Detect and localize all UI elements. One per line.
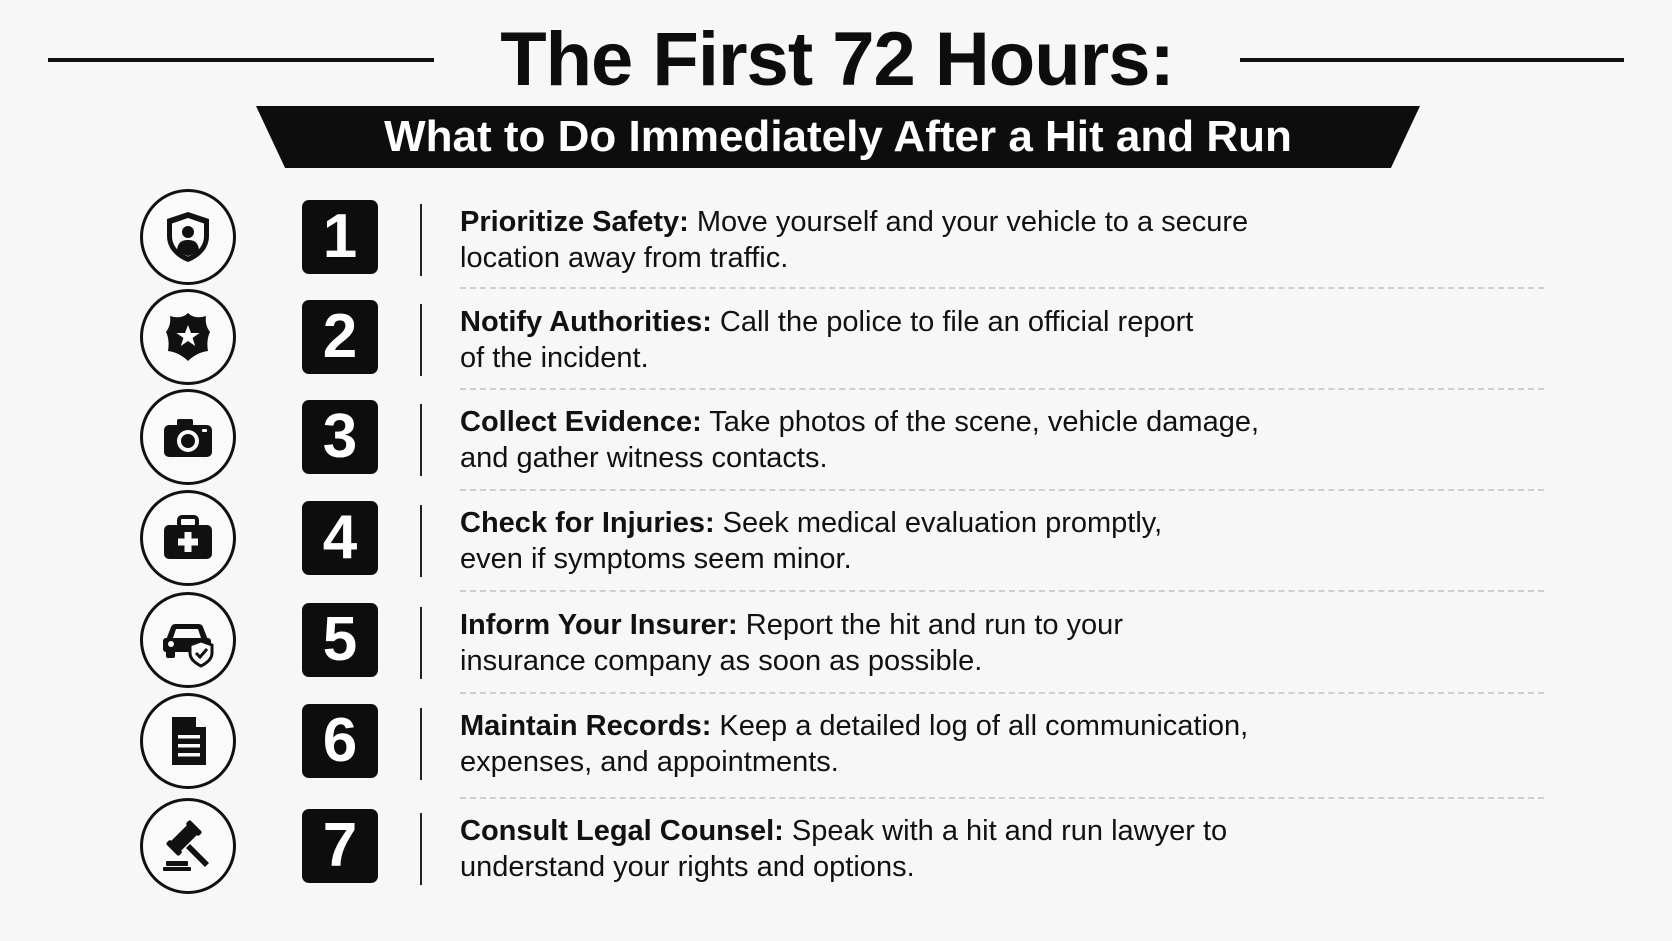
step-7-line1: Speak with a hit and run lawyer to [783, 815, 1228, 847]
step-2-line1: Call the police to file an official report [711, 306, 1194, 338]
step-5-number: 5 [302, 603, 378, 677]
title-rule-left [48, 58, 434, 62]
step-3-line2: and gather witness contacts. [460, 442, 828, 474]
step-6 [0, 692, 1672, 792]
title-rule-right [1240, 58, 1624, 62]
step-6-number: 6 [302, 704, 378, 778]
step-5-line1: Report the hit and run to your [737, 609, 1123, 641]
gavel-icon [160, 818, 216, 874]
step-6-line1: Keep a detailed log of all communication, [711, 710, 1249, 742]
step-2-text [460, 304, 1420, 376]
step-2-lead: Notify Authorities: [460, 306, 712, 338]
step-6-separator [420, 708, 422, 780]
step-6-line2: expenses, and appointments. [460, 746, 839, 778]
step-1-line2: location away from traffic. [460, 242, 789, 274]
step-5-icon-circle [140, 592, 236, 688]
step-1-lead: Prioritize Safety: [460, 206, 689, 238]
step-7-number: 7 [302, 809, 378, 883]
step-1-separator [420, 204, 422, 276]
step-6-text [460, 708, 1420, 780]
step-1-icon-circle [140, 189, 236, 285]
police-badge-icon [160, 309, 216, 365]
step-3-text [460, 404, 1420, 476]
step-4-icon-circle [140, 490, 236, 586]
step-2-separator [420, 304, 422, 376]
step-4-text [460, 505, 1420, 577]
step-5 [0, 591, 1672, 691]
step-2-line2: of the incident. [460, 342, 649, 374]
step-4-line1: Seek medical evaluation promptly, [714, 507, 1163, 539]
step-3-lead: Collect Evidence: [460, 406, 702, 438]
step-4-line2: even if symptoms seem minor. [460, 543, 852, 575]
step-4 [0, 489, 1672, 589]
step-6-icon-circle [140, 693, 236, 789]
step-2-icon-circle [140, 289, 236, 385]
step-7-text [460, 813, 1420, 885]
step-6-lead: Maintain Records: [460, 710, 712, 742]
step-3-line1: Take photos of the scene, vehicle damage, [701, 406, 1260, 438]
step-5-lead: Inform Your Insurer: [460, 609, 738, 641]
step-3-number: 3 [302, 400, 378, 474]
step-5-line2: insurance company as soon as possible. [460, 645, 983, 677]
medical-kit-icon [160, 510, 216, 566]
step-3-icon-circle [140, 389, 236, 485]
step-7-lead: Consult Legal Counsel: [460, 815, 784, 847]
page-subtitle: What to Do Immediately After a Hit and Run [384, 112, 1292, 161]
page-title: The First 72 Hours: [500, 17, 1174, 102]
step-2-number: 2 [302, 300, 378, 374]
step-5-text [460, 607, 1420, 679]
step-1 [0, 188, 1672, 288]
header [0, 0, 1672, 180]
document-icon [160, 713, 216, 769]
step-1-number: 1 [302, 200, 378, 274]
step-3-separator [420, 404, 422, 476]
car-insurance-icon [160, 612, 216, 668]
step-5-separator [420, 607, 422, 679]
step-3 [0, 388, 1672, 488]
camera-icon [160, 409, 216, 465]
step-4-lead: Check for Injuries: [460, 507, 715, 539]
step-4-number: 4 [302, 501, 378, 575]
step-4-separator [420, 505, 422, 577]
step-7-line2: understand your rights and options. [460, 851, 915, 883]
step-2 [0, 288, 1672, 388]
shield-person-icon [160, 209, 216, 265]
step-7-icon-circle [140, 798, 236, 894]
step-1-line1: Move yourself and your vehicle to a secure [688, 206, 1249, 238]
step-7-separator [420, 813, 422, 885]
step-1-text [460, 204, 1420, 276]
step-7 [0, 797, 1672, 897]
